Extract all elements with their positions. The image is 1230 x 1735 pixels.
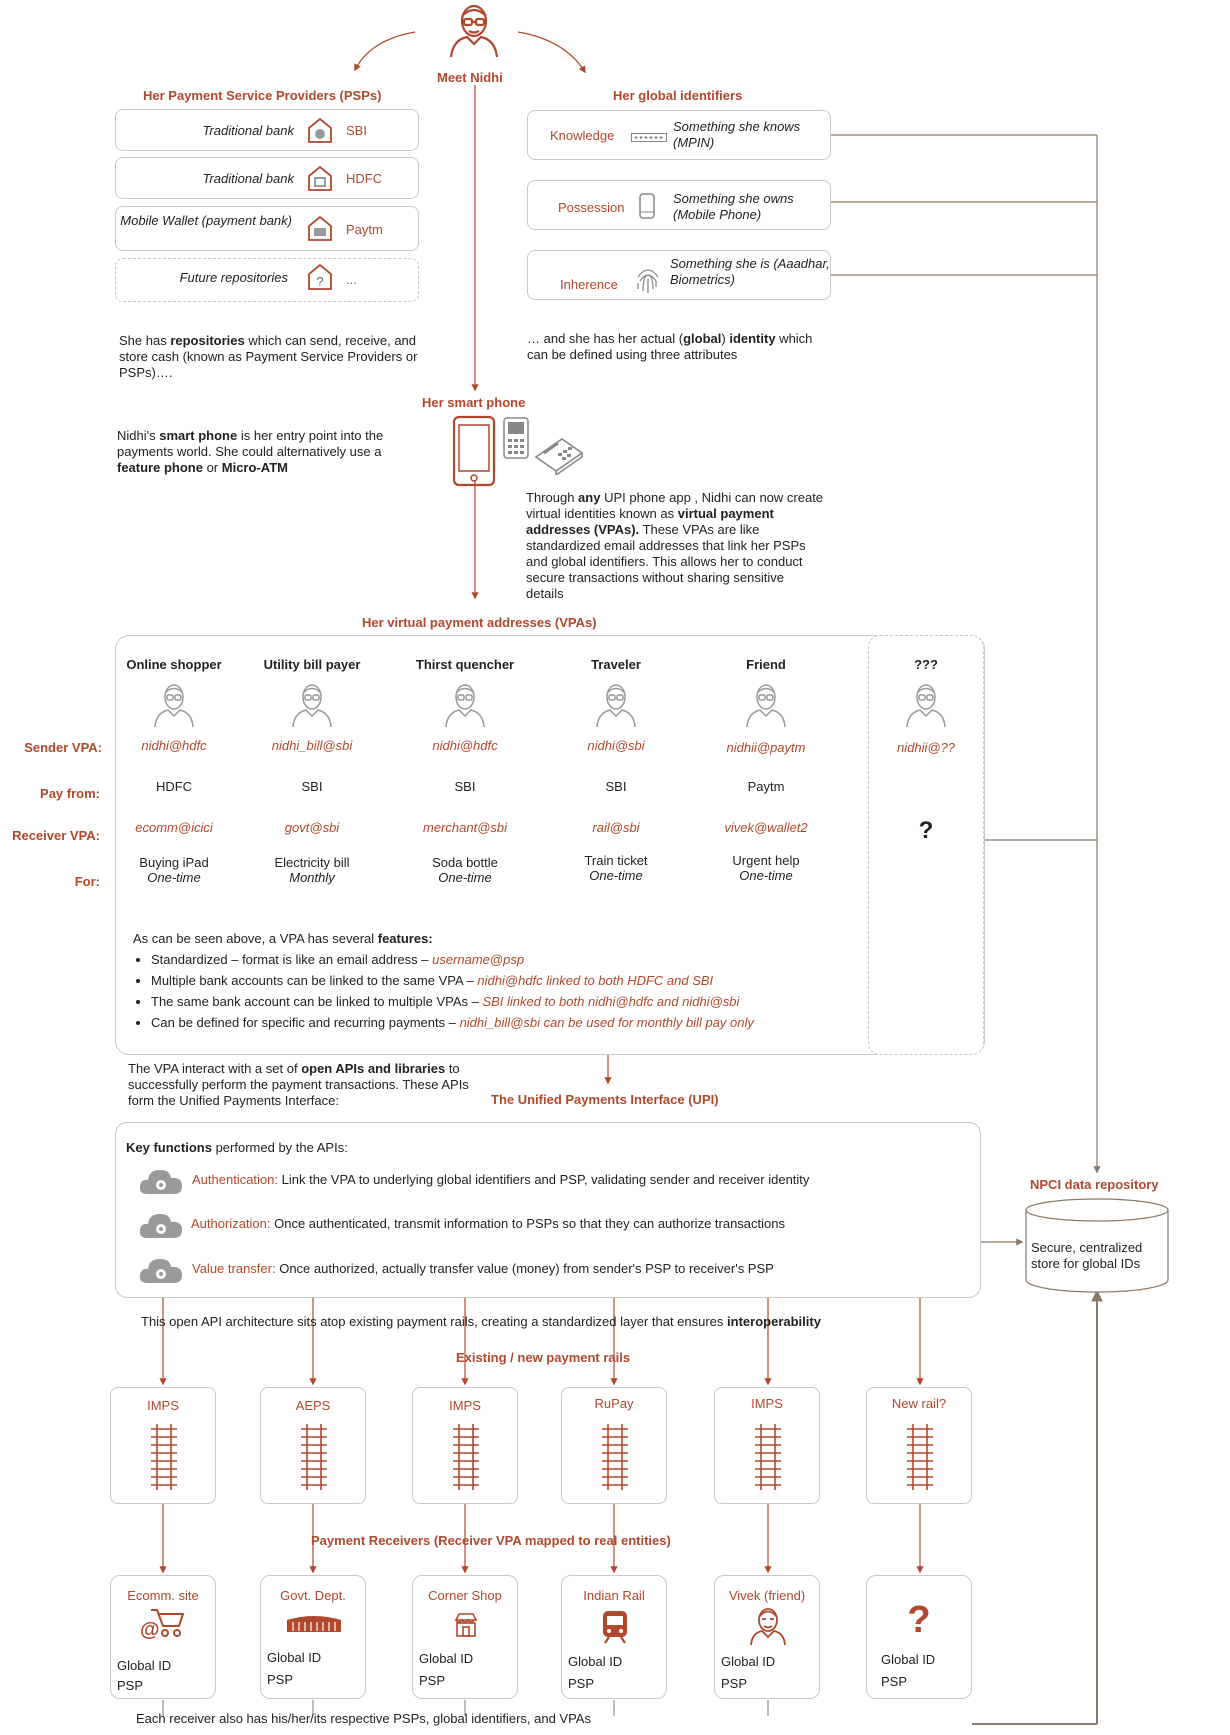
rail-card-new [866,1387,972,1504]
rail-card-imps-3 [714,1387,820,1504]
api-functions-panel [115,1122,981,1298]
function-value-transfer: Value transfer: Once authorized, actually transfer value (money) from sender's PSP to receiver's PSP [192,1261,774,1276]
receivers-footer: Each receiver also has his/her/its respective PSPs, global identifiers, and VPAs [136,1711,591,1726]
gid-desc: Something she owns (Mobile Phone) [673,191,794,222]
vpa-column-thirst-quencher [395,657,535,885]
upi-heading: The Unified Payments Interface (UPI) [491,1092,719,1107]
pay-from: SBI [605,779,627,794]
psp-description: She has repositories which can send, receive, and store cash (known as Payment Service Providers or PSPs)…. [119,333,418,380]
government-building-icon [285,1612,343,1639]
phone-right-description: Through any UPI phone app , Nidhi can now create virtual identities known as virtual payment addresses (VPAs). These VPAs are like standardized email addresses that link her PSPs and global identifiers. This allows her to conduct secure transactions without sharing sensitive details [526,490,824,601]
receiver-name: Ecomm. site [127,1588,199,1603]
person-icon [594,682,638,728]
frequency: One-time [589,868,643,883]
frequency: One-time [739,868,793,883]
npci-description: Secure, centralized store for global IDs [1031,1240,1143,1271]
receiver-vpa: rail@sbi [592,820,640,835]
row-label-sender: Sender VPA: [24,740,102,755]
friend-avatar-icon [748,1606,788,1651]
upi-intro: The VPA interact with a set of open APIs and libraries to successfully perform the payment transactions. These APIs form the Unified Payments Interface: [128,1061,469,1108]
pay-from: SBI [454,779,476,794]
rail-name: IMPS [147,1398,179,1413]
receiver-psp: PSP [721,1676,748,1691]
person-icon [443,682,487,728]
sender-vpa: nidhi@hdfc [141,738,207,753]
gid-description: … and she has her actual (global) identity which can be defined using three attributes [527,331,813,362]
pay-from: Paytm [747,779,785,794]
sender-vpa: nidhi_bill@sbi [271,738,353,753]
railway-track-icon [451,1424,481,1495]
mobile-phone-icon [639,193,655,224]
pay-from: HDFC [155,779,193,794]
psp-card-sbi [115,109,419,151]
bank-house-icon [306,164,334,197]
purpose: Soda bottle [432,855,498,870]
shop-icon [454,1612,478,1643]
rail-name: IMPS [449,1398,481,1413]
gid-label: Knowledge [550,128,615,143]
gid-card-knowledge [527,110,831,160]
svg-text:?: ? [316,274,324,289]
gid-card-inherence [527,250,831,300]
rail-card-rupay [561,1387,667,1504]
meet-nidhi-label: Meet Nidhi [437,70,503,85]
gid-desc: Something she is (Aaadhar, Biometrics) [670,256,830,287]
receiver-gid: Global ID [419,1651,474,1666]
receiver-psp: PSP [419,1673,446,1688]
receiver-name: ? [907,1599,931,1641]
vpa-role: Thirst quencher [415,657,515,672]
receiver-gid: Global ID [267,1650,322,1665]
vpa-role: Traveler [591,657,641,672]
gid-label: Possession [558,200,625,215]
receiver-name: Corner Shop [428,1588,502,1603]
rail-name: AEPS [295,1398,331,1413]
gid-card-possession [527,180,831,230]
receiver-vpa: ? [918,817,934,844]
receiver-card-indian-rail [561,1575,667,1699]
vpa-role: Utility bill payer [263,657,361,672]
receiver-gid: Global ID [117,1658,172,1673]
receiver-card-vivek [714,1575,820,1699]
receiver-name: Indian Rail [583,1588,645,1603]
purpose: Buying iPad [139,855,209,870]
receiver-vpa: ecomm@icici [135,820,213,835]
receivers-heading: Payment Receivers (Receiver VPA mapped to real entities) [311,1533,671,1548]
row-label-receiver: Receiver VPA: [12,828,100,843]
cloud-gear-icon [139,1255,183,1290]
vpa-role: Friend [746,657,786,672]
psp-heading: Her Payment Service Providers (PSPs) [143,88,382,103]
vpa-column-utility-bill-payer [242,657,382,885]
micro-atm-icon [532,435,586,480]
rail-card-imps-2 [412,1387,518,1504]
row-label-for: For: [74,874,100,889]
gid-label: Inherence [560,277,618,292]
receiver-psp: PSP [117,1678,144,1693]
receiver-gid: Global ID [568,1654,623,1669]
psp-card-hdfc [115,157,419,199]
purpose: Electricity bill [274,855,350,870]
rail-name: RuPay [594,1396,634,1411]
row-label-pay-from: Pay from: [40,786,100,801]
phone-heading: Her smart phone [422,395,526,410]
railway-track-icon [600,1424,630,1495]
psp-name: HDFC [346,171,383,186]
receiver-psp: PSP [267,1672,294,1687]
feature-item: • Standardized – format is like an email address – username@psp [151,949,868,970]
railway-track-icon [149,1424,179,1495]
receiver-card-ecomm [110,1575,216,1699]
gid-desc: Something she knows (MPIN) [673,119,801,150]
psp-type-label: Traditional bank [202,123,294,138]
psp-card-future [115,258,419,302]
sender-vpa: nidhi@sbi [587,738,645,753]
frequency: One-time [438,870,492,885]
cloud-gear-icon [139,1166,183,1201]
frequency: Monthly [289,870,335,885]
receiver-name: Vivek (friend) [728,1588,806,1603]
person-icon [152,682,196,728]
psp-type-label: Traditional bank [202,171,294,186]
vpa-heading: Her virtual payment addresses (VPAs) [362,615,597,630]
receiver-psp: PSP [881,1674,908,1689]
feature-item: • Can be defined for specific and recurring payments – nidhi_bill@sbi can be used for monthly bill pay only [151,1012,868,1033]
purpose: Urgent help [732,853,800,868]
feature-item: • The same bank account can be linked to multiple VPAs – SBI linked to both nidhi@hdfc and nidhi@sbi [151,991,868,1012]
frequency: One-time [147,870,201,885]
phone-left-description: Nidhi's smart phone is her entry point into the payments world. She could alternatively use a feature phone or Micro-ATM [117,428,384,475]
vpa-role: ??? [914,657,938,672]
psp-name: Paytm [346,222,383,237]
rail-card-imps [110,1387,216,1504]
question-house-icon [306,262,334,297]
railway-track-icon [753,1424,783,1495]
function-authentication: Authentication: Link the VPA to underlying global identifiers and PSP, validating sender and receiver identity [192,1172,810,1187]
vpa-column-unknown [856,657,996,845]
receiver-vpa: merchant@sbi [422,820,507,835]
sender-vpa: nidhii@?? [896,740,955,755]
fingerprint-icon [634,265,662,300]
smartphone-icon [452,415,496,492]
receiver-vpa: govt@sbi [284,820,340,835]
feature-item: • Multiple bank accounts can be linked to the same VPA – nidhi@hdfc linked to both HDFC and SBI [151,970,868,991]
interoperability-note: This open API architecture sits atop existing payment rails, creating a standardized layer that ensures interoperability [141,1314,821,1329]
rail-name: New rail? [891,1396,947,1411]
key-functions-title: Key functions performed by the APIs: [126,1140,348,1155]
receiver-name: Govt. Dept. [280,1588,346,1603]
train-icon [599,1609,631,1650]
cloud-gear-icon [139,1210,183,1245]
vpa-column-traveler [546,657,686,883]
railway-track-icon [905,1424,935,1495]
vpa-role: Online shopper [126,657,222,672]
rail-card-aeps [260,1387,366,1504]
person-icon [744,682,788,728]
psp-type-label: Mobile Wallet (payment bank) [120,213,292,228]
shopping-cart-icon [139,1606,185,1645]
features-intro: As can be seen above, a VPA has several features: [133,931,433,946]
psp-name: SBI [346,123,367,138]
wallet-house-icon [306,214,334,247]
receiver-card-govt [260,1575,366,1699]
vpa-features [133,928,868,1033]
sender-vpa: nidhii@paytm [726,740,806,755]
receiver-psp: PSP [568,1676,595,1691]
svg-text:@: @ [140,1619,160,1640]
gid-heading: Her global identifiers [613,88,743,103]
rails-heading: Existing / new payment rails [456,1350,631,1365]
person-icon [290,682,334,728]
receiver-gid: Global ID [721,1654,776,1669]
receiver-card-unknown [866,1575,972,1699]
rail-name: IMPS [751,1396,783,1411]
nidhi-avatar-icon [447,2,501,58]
vpa-column-online-shopper [104,657,244,885]
psp-name: ... [346,272,357,287]
railway-track-icon [299,1424,329,1495]
bank-house-icon [306,116,334,149]
sender-vpa: nidhi@hdfc [432,738,498,753]
vpa-column-friend [696,657,836,883]
purpose: Train ticket [584,853,648,868]
receiver-gid: Global ID [881,1652,936,1667]
function-authorization: Authorization: Once authenticated, transmit information to PSPs so that they can authorize transactions [191,1216,785,1231]
psp-card-paytm [115,206,419,251]
person-icon [904,682,948,728]
receiver-vpa: vivek@wallet2 [724,820,808,835]
pin-field-icon [631,130,667,148]
pay-from: SBI [301,779,323,794]
psp-type-label: Future repositories [179,270,288,285]
feature-phone-icon [503,417,529,464]
receiver-card-corner-shop [412,1575,518,1699]
npci-heading: NPCI data repository [1030,1177,1159,1192]
